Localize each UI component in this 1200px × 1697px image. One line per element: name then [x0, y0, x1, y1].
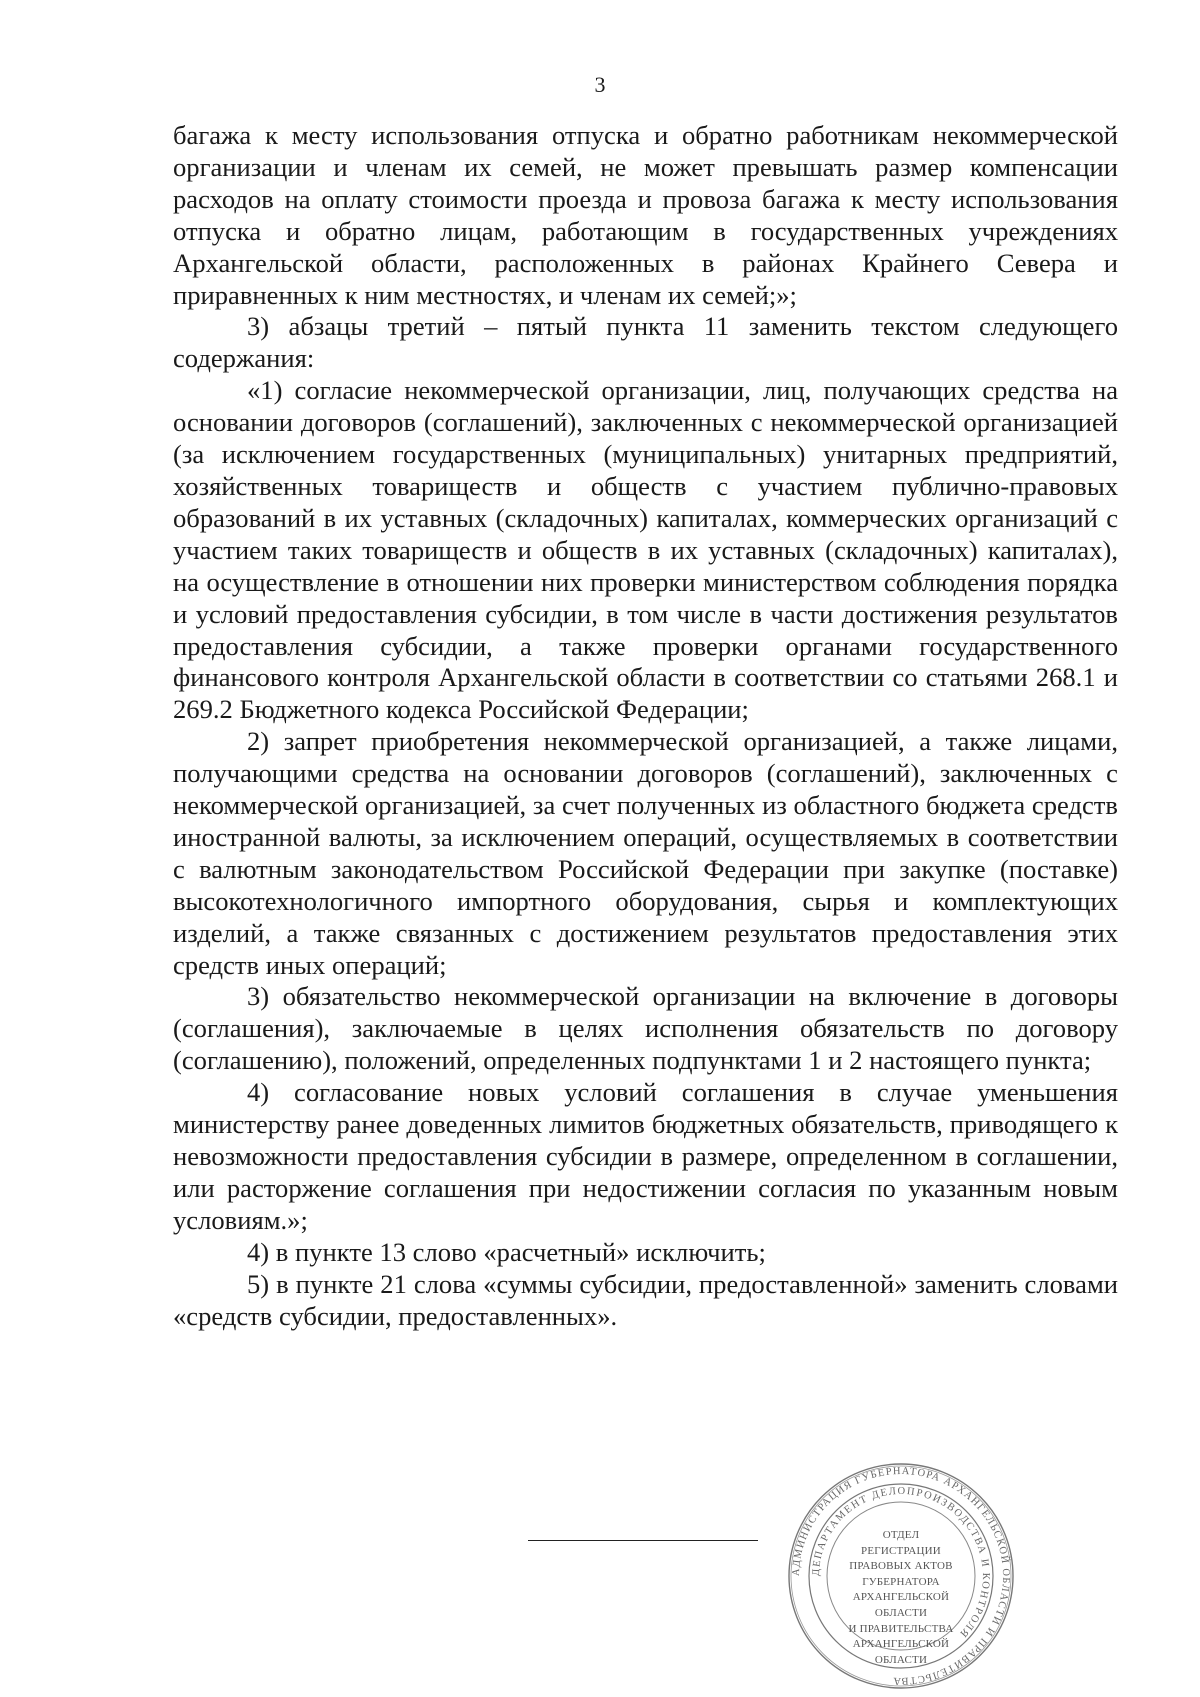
- paragraph-subitem-3: 3) обязательство некоммерческой организации на включение в договоры (соглашения), заключаемые в целях исполнения обязательств по договору (соглашению), положений, определенных подпунктами 1 и 2 настоящего пункта;: [173, 981, 1118, 1076]
- paragraph-subitem-2: 2) запрет приобретения некоммерческой организацией, а также лицами, получающими средства на основании договоров (соглашений), заключенных с некоммерческой организацией, за счет полученных из областного бюджета средств иностранной валюты, за исключением операций, осуществляемых в соответствии с валютным законодательством Российской Федерации при закупке (поставке) высокотехнологичного импортного оборудования, сырья и комплектующих изделий, а также связанных с достижением результатов предоставления этих средств иных операций;: [173, 726, 1118, 980]
- stamp-center-text: [831, 1528, 971, 1668]
- paragraph-subitem-4: 4) согласование новых условий соглашения в случае уменьшения министерству ранее доведенных лимитов бюджетных обязательств, приводящего к невозможности предоставления субсидии в размере, определенном в соглашении, или расторжение соглашения при недостижении согласия по указанным новым условиям.»;: [173, 1077, 1118, 1235]
- stamp-line: АРХАНГЕЛЬСКОЙ: [852, 1591, 950, 1604]
- paragraph-item-3-amend: 3) абзацы третий – пятый пункта 11 заменить текстом следующего содержания:: [173, 311, 1118, 374]
- closing-divider: [528, 1540, 758, 1541]
- stamp-line: ОБЛАСТИ: [874, 1653, 928, 1666]
- stamp-line: ОТДЕЛ: [882, 1529, 920, 1541]
- stamp-outer-text: АДМИНИСТРАЦИЯ ГУБЕРНАТОРА АРХАНГЕЛЬСКОЙ ОБЛАСТИ И ПРАВИТЕЛЬСТВА: [790, 1465, 1012, 1687]
- official-stamp: [786, 1460, 1016, 1692]
- paragraph-item-4: 4) в пункте 13 слово «расчетный» исключить;: [247, 1236, 766, 1267]
- stamp-line: АРХАНГЕЛЬСКОЙ: [852, 1638, 950, 1651]
- page-number: 3: [594, 72, 606, 97]
- stamp-line: ПРАВОВЫХ АКТОВ: [849, 1560, 953, 1573]
- paragraph-continuation: багажа к месту использования отпуска и обратно работникам некоммерческой организации и членам их семей, не может превышать размер компенсации расходов на оплату стоимости проезда и провоза багажа к месту использования отпуска и обратно лицам, работающим в государственных учреждениях Архангельской области, расположенных в районах Крайнего Севера и приравненных к ним местностях, и членам их семей;»;: [173, 120, 1118, 310]
- paragraph-subitem-1: «1) согласие некоммерческой организации, лиц, получающих средства на основании договоров (соглашений), заключенных с некоммерческой организацией (за исключением государственных (муниципальных) унитарных предприятий, хозяйственных товариществ и обществ с участием публично-правовых образований в их уставных (складочных) капиталах, коммерческих организаций с участием таких товариществ и обществ в их уставных (складочных) капиталах), на осуществление в отношении них проверки министерством соблюдения порядка и условий предоставления субсидии, в том числе в части достижения результатов предоставления субсидии, а также проверки органами государственного финансового контроля Архангельской области в соответствии со статьями 268.1 и 269.2 Бюджетного кодекса Российской Федерации;: [173, 375, 1118, 725]
- paragraph-item-5: 5) в пункте 21 слова «суммы субсидии, предоставленной» заменить словами «средств субсидии, предоставленных».: [173, 1268, 1118, 1331]
- stamp-ring-text: ДЕПАРТАМЕНТ ДЕЛОПРОИЗВОДСТВА И КОНТРОЛЯ: [810, 1485, 992, 1640]
- stamp-line: РЕГИСТРАЦИИ: [861, 1544, 941, 1557]
- stamp-line: И ПРАВИТЕЛЬСТВА: [848, 1622, 954, 1635]
- stamp-line: ОБЛАСТИ: [874, 1606, 928, 1619]
- document-body: [173, 120, 1118, 1332]
- stamp-line: ГУБЕРНАТОРА: [862, 1575, 940, 1588]
